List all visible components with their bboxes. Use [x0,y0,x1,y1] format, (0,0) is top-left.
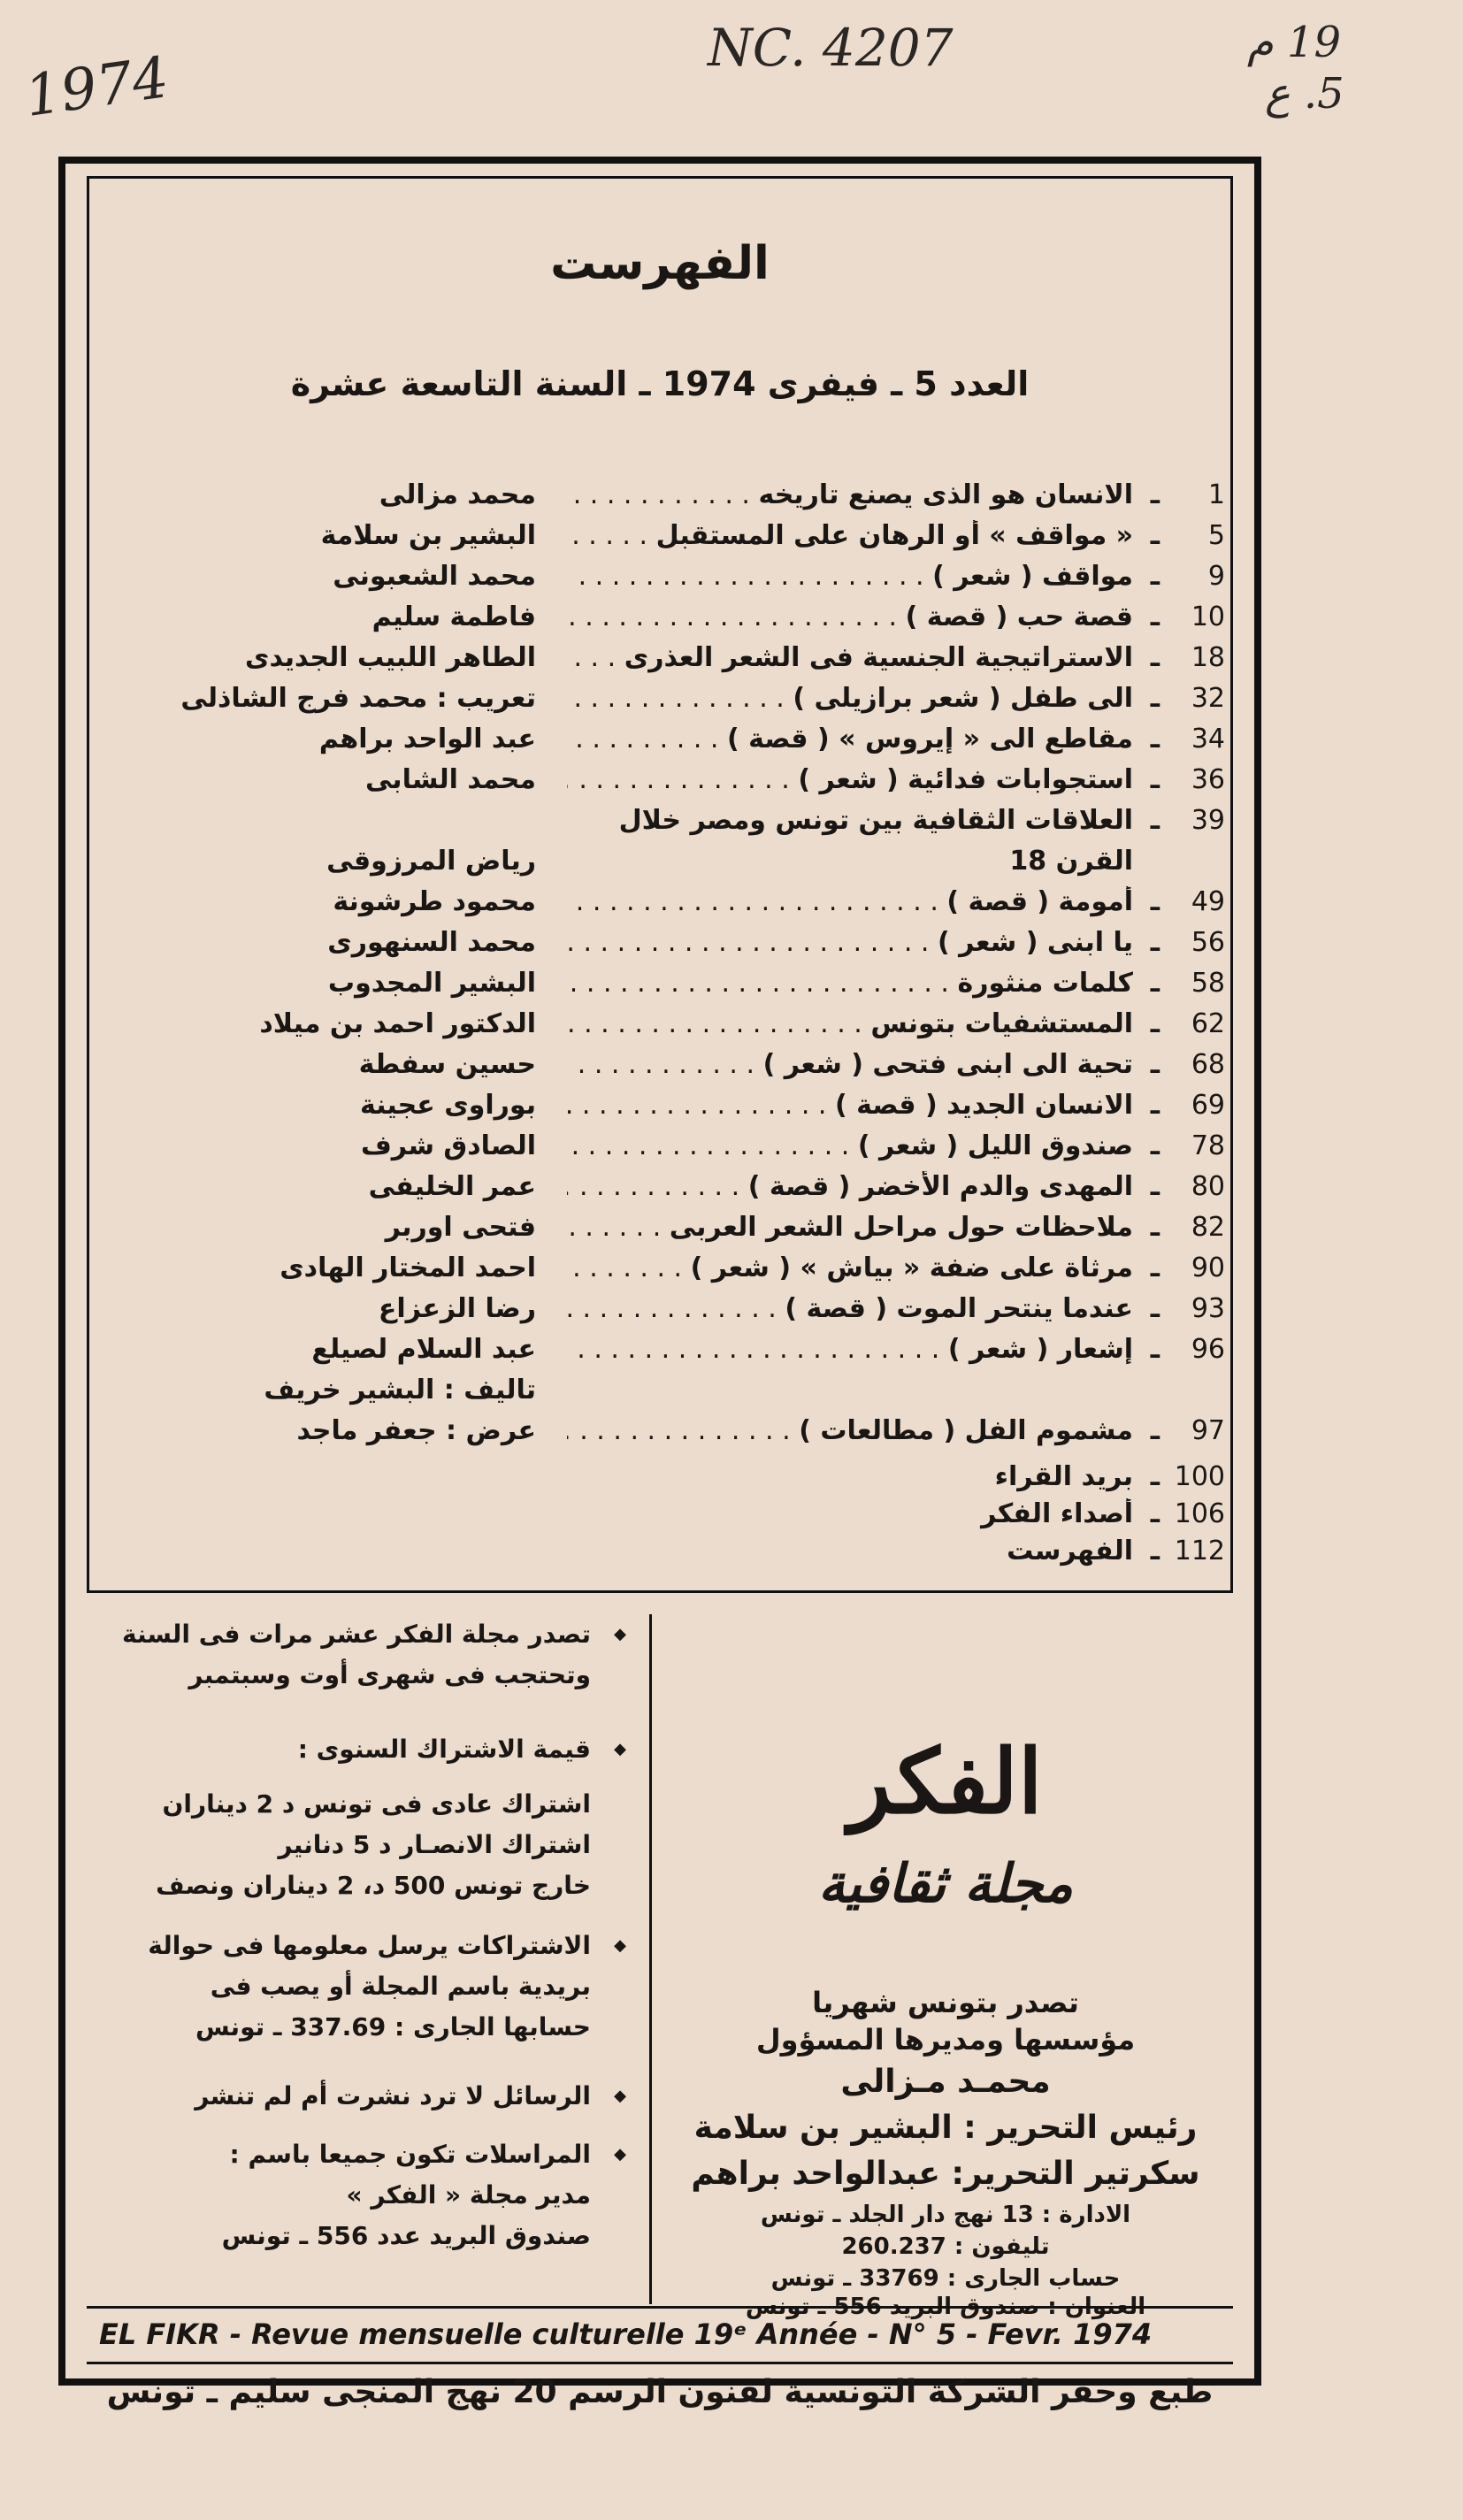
issue-line: العدد 5 ـ فيفرى 1974 ـ السنة التاسعة عشرة [290,364,1030,403]
toc-title: أمومة ( قصة ) . . . [567,886,1133,917]
editor-line: رئيس التحرير : البشير بن سلامة [693,2110,1198,2146]
toc-title: ملاحظات حول مراحل الشعر العربى . . . [567,1212,1133,1243]
admin-line: الادارة : 13 نهج دار الجلد ـ تونس [760,2202,1131,2228]
toc-row: 69 ـ الانسان الجديد ( قصة ) . . . بوراوى عجينة [105,1090,1230,1130]
toc-author: محمد الشعبونى [333,561,536,592]
toc-title: إشعار ( شعر ) . . . [567,1334,1133,1365]
toc-row: 100 ـ بريد القراء [105,1461,1230,1502]
toc-author: البشير المجدوب [327,968,536,999]
toc-author: عبد السلام لصيلع [311,1334,536,1365]
toc-page: 32 [1191,683,1225,714]
toc-row: 5 ـ « مواقف » أو الرهان على المستقبل . . . البشير بن سلامة [105,520,1230,561]
payment-line: حسابها الجارى : 337.69 ـ تونس [195,2012,591,2041]
toc-page: 5 [1207,520,1225,551]
toc-title: الانسان هو الذى يصنع تاريخه . . . [567,479,1133,510]
toc-title: عندما ينتحر الموت ( قصة ) . . . [567,1293,1133,1324]
secretary-line: سكرتير التحرير: عبدالواحد براهم [691,2156,1200,2192]
subscription-info: ◆ تصدر مجلة الفكر عشر مرات فى السنة وتحتجب فى شهرى أوت وسبتمبر ◆ قيمة الاشتراك السنوى : اشتراك عادى فى تونس د 2 ديناران اشتراك الانصـار د 5 دنانير خارج تونس 500 د، 2 ديناران ونصف ◆ الاشتراكات يرسل معلومها فى حوالة بريدية باسم المجلة أو يصب فى حسابها الجارى : 337.69 ـ تونس ◆ الرسائل لا ترد نشرت أم لم تنشر ◆ المراسلات تكون جميعا باسم : مدير مجلة « الفكر » صندوق البريد عدد 556 ـ تونس [104,1614,626,2304]
toc-author: تعريب : محمد فرج الشاذلى [180,683,536,714]
info-line: وتحتجب فى شهرى أوت وسبتمبر [188,1660,591,1689]
french-footer: EL FIKR - Revue mensuelle culturelle 19ᵉ Année - N° 5 - Fevr. 1974 [87,2306,1233,2364]
toc-author: احمد المختار الهادى [280,1252,536,1283]
toc-row: 34 ـ مقاطع الى « إيروس » ( قصة ) . . . عبد الواحد براهم [105,724,1230,764]
toc-row: 39 ـ العلاقات الثقافية بين تونس ومصر خلال [105,805,1230,846]
toc-row: 36 ـ استجوابات فدائية ( شعر ) . . . محمد الشابى [105,764,1230,805]
toc-title: يا ابنى ( شعر ) . . . [567,927,1133,958]
address-line: العنوان : صندوق البريد 556 ـ تونس [745,2294,1146,2320]
toc-page: 56 [1191,927,1225,958]
toc-title: قصة حب ( قصة ) . . . [567,601,1133,632]
toc-title: الاستراتيجية الجنسية فى الشعر العذرى . . . [567,642,1133,673]
toc-author: حسين سفطة [358,1049,536,1080]
toc-title: بريد القراء [994,1461,1133,1492]
toc-page: 112 [1174,1536,1225,1566]
correspondence-line: المراسلات تكون جميعا باسم : [229,2140,591,2169]
toc-row: 58 ـ كلمات منثورة . . . البشير المجدوب [105,968,1230,1008]
fee-line: اشتراك الانصـار د 5 دنانير [278,1830,591,1859]
toc-author: فتحى اوربر [385,1212,536,1243]
toc-author: الدكتور احمد بن ميلاد [259,1008,536,1039]
column-divider [649,1614,652,2304]
masthead-line: مؤسسها ومديرها المسؤول [755,2023,1136,2057]
printer-footer: طبع وحفر الشركة التونسية لفنون الرسم 20 نهج المنجى سليم ـ تونس [106,2374,1214,2410]
toc-title: الفهرست [1007,1536,1133,1566]
toc-author: بوراوى عجينة [359,1090,536,1121]
page-frame [58,157,1261,2410]
toc-title: كلمات منثورة . . . [567,968,1133,999]
correspondence-line: مدير مجلة « الفكر » [346,2180,591,2210]
founder-name: محمـد مـزالى [840,2064,1051,2100]
contents-box [87,176,1233,1593]
toc-page: 68 [1191,1049,1225,1080]
toc-page: 96 [1191,1334,1225,1365]
magazine-subtitle: مجلة ثقافية [817,1853,1074,1915]
toc-title: الى طفل ( شعر برازيلى ) . . . [567,683,1133,714]
toc-page: 106 [1174,1498,1225,1529]
table-of-contents [105,479,1230,1576]
toc-title: مشموم الفل ( مطالعات ) . . . [567,1415,1133,1446]
toc-row: 49 ـ أمومة ( قصة ) . . . محمود طرشونة [105,886,1230,927]
toc-title: العلاقات الثقافية بين تونس ومصر خلال [618,805,1133,836]
toc-row: 62 ـ المستشفيات بتونس . . . الدكتور احمد بن ميلاد [105,1008,1230,1049]
info-line: تصدر مجلة الفكر عشر مرات فى السنة [122,1620,591,1649]
toc-author: فاطمة سليم [371,601,536,632]
toc-page: 97 [1191,1415,1225,1446]
toc-author: الصادق شرف [360,1130,536,1161]
toc-author: محمد السنهورى [327,927,536,958]
fee-title: قيمة الاشتراك السنوى : [297,1735,591,1764]
toc-row: 1 ـ الانسان هو الذى يصنع تاريخه . . . محمد مزالى [105,479,1230,520]
toc-page: 18 [1191,642,1225,673]
toc-page: 62 [1191,1008,1225,1039]
toc-title: استجوابات فدائية ( شعر ) . . . [567,764,1133,795]
toc-title: المستشفيات بتونس . . . [567,1008,1133,1039]
toc-row: 9 ـ مواقف ( شعر ) . . . محمد الشعبونى [105,561,1230,601]
toc-page: 93 [1191,1293,1225,1324]
toc-title: مقاطع الى « إيروس » ( قصة ) . . . [567,724,1133,754]
toc-title: مواقف ( شعر ) . . . [567,561,1133,592]
toc-row: 18 ـ الاستراتيجية الجنسية فى الشعر العذرى . . . الطاهر اللبيب الجديدى [105,642,1230,683]
page-title: الفهرست [550,237,770,290]
payment-line: بريدية باسم المجلة أو يصب فى [210,1972,591,2001]
toc-page: 39 [1191,805,1225,836]
toc-row [105,846,1230,886]
toc-row: 32 ـ الى طفل ( شعر برازيلى ) . . . تعريب : محمد فرج الشاذلى [105,683,1230,724]
toc-author: محمد الشابى [364,764,536,795]
toc-author: محمد مزالى [379,479,536,510]
toc-row: 78 ـ صندوق الليل ( شعر ) . . . الصادق شرف [105,1130,1230,1171]
toc-title: أصداء الفكر [981,1498,1133,1529]
handwritten-catalog: NC. 4207 [708,18,954,78]
payment-line: الاشتراكات يرسل معلومها فى حوالة [148,1931,591,1960]
toc-title: صندوق الليل ( شعر ) . . . [567,1130,1133,1161]
toc-row: 56 ـ يا ابنى ( شعر ) . . . محمد السنهورى [105,927,1230,968]
fee-line: خارج تونس 500 د، 2 ديناران ونصف [156,1871,591,1900]
toc-title: « مواقف » أو الرهان على المستقبل . . . [567,520,1133,551]
toc-title: المهدى والدم الأخضر ( قصة ) . . . [567,1171,1133,1202]
masthead [676,1614,1215,2320]
toc-row: 10 ـ قصة حب ( قصة ) . . . فاطمة سليم [105,601,1230,642]
toc-row: 80 ـ المهدى والدم الأخضر ( قصة ) . . . عمر الخليفى [105,1171,1230,1212]
toc-author: تاليف : البشير خريف [264,1375,536,1406]
toc-author: رياض المرزوقى [326,846,536,877]
toc-author: عرض : جعفر ماجد [296,1415,536,1446]
toc-author: عمر الخليفى [368,1171,536,1202]
toc-author: البشير بن سلامة [320,520,536,551]
toc-page: 10 [1191,601,1225,632]
toc-row [105,1375,1230,1415]
toc-page: 9 [1207,561,1225,592]
toc-row: 106 ـ أصداء الفكر [105,1498,1230,1539]
toc-page: 78 [1191,1130,1225,1161]
toc-page: 69 [1191,1090,1225,1121]
handwritten-ref-top: 19 م [1247,18,1342,67]
toc-title: القرن 18 [1009,846,1133,877]
toc-title: الانسان الجديد ( قصة ) . . . [567,1090,1133,1121]
toc-row: 68 ـ تحية الى ابنى فتحى ( شعر ) . . . حسين سفطة [105,1049,1230,1090]
toc-author: رضا الزعزاع [378,1293,536,1324]
letters-note: الرسائل لا ترد نشرت أم لم تنشر [195,2081,591,2110]
toc-row: 93 ـ عندما ينتحر الموت ( قصة ) . . . رضا الزعزاع [105,1293,1230,1334]
toc-page: 34 [1191,724,1225,754]
toc-page: 80 [1191,1171,1225,1202]
toc-page: 36 [1191,764,1225,795]
toc-page: 58 [1191,968,1225,999]
toc-page: 100 [1174,1461,1225,1492]
toc-title: تحية الى ابنى فتحى ( شعر ) . . . [567,1049,1133,1080]
toc-row: 82 ـ ملاحظات حول مراحل الشعر العربى . . . فتحى اوربر [105,1212,1230,1252]
toc-author: الطاهر اللبيب الجديدى [244,642,536,673]
toc-row: 96 ـ إشعار ( شعر ) . . . عبد السلام لصيلع [105,1334,1230,1375]
magazine-logo: الفكر [848,1729,1043,1834]
fee-line: اشتراك عادى فى تونس د 2 ديناران [162,1789,591,1819]
account-line: حساب الجارى : 33769 ـ تونس [770,2265,1121,2292]
toc-page: 1 [1207,479,1225,510]
toc-row: 97 ـ مشموم الفل ( مطالعات ) . . . عرض : جعفر ماجد [105,1415,1230,1456]
toc-title: مرثاة على ضفة « بياش » ( شعر ) . . . [567,1252,1133,1283]
toc-page: 82 [1191,1212,1225,1243]
toc-row: 112 ـ الفهرست [105,1536,1230,1576]
toc-page: 49 [1191,886,1225,917]
toc-author: عبد الواحد براهم [318,724,536,754]
correspondence-line: صندوق البريد عدد 556 ـ تونس [221,2221,591,2250]
handwritten-ref-bottom: 5. ع [1265,69,1344,119]
phone-line: تليفون : 260.237 [841,2233,1050,2260]
toc-page: 90 [1191,1252,1225,1283]
toc-author: محمود طرشونة [333,886,536,917]
toc-row: 90 ـ مرثاة على ضفة « بياش » ( شعر ) . . . احمد المختار الهادى [105,1252,1230,1293]
handwritten-year: 1974 [20,45,173,130]
masthead-line: تصدر بتونس شهريا [812,1986,1079,2019]
